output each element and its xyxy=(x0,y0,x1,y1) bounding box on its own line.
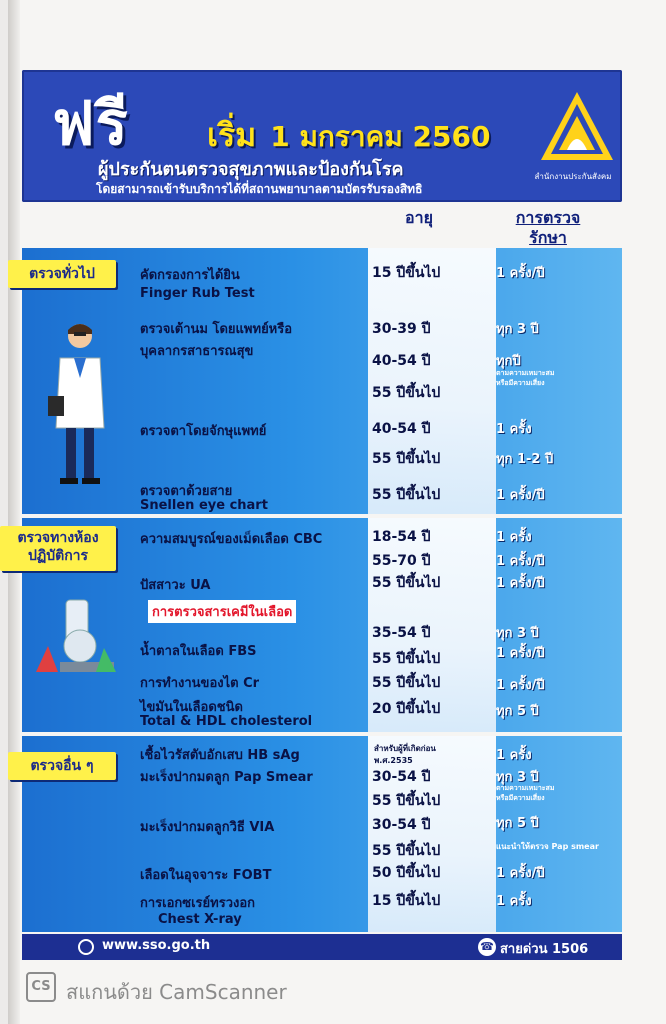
chem-subheading: การตรวจสารเคมีในเลือด xyxy=(148,600,296,623)
camscanner-logo-icon: CS xyxy=(26,972,56,1002)
age-column-panel xyxy=(368,248,496,514)
note-breast-2: หรือมีความเสี่ยง xyxy=(496,379,545,387)
age-ua: 55 ปีขึ้นไป xyxy=(372,575,441,591)
poster-footer xyxy=(22,934,622,960)
phone-icon: ☎ xyxy=(478,938,496,956)
start-word: เริ่ม xyxy=(207,116,257,154)
item-cr: การทำงานของไต Cr xyxy=(140,676,260,691)
age-eye-b: 55 ปีขึ้นไป xyxy=(372,451,441,467)
age-via-b: 55 ปีขึ้นไป xyxy=(372,843,441,859)
item-snellen-en: Snellen eye chart xyxy=(140,498,268,513)
freq-via-a: ทุก 5 ปี xyxy=(496,816,539,831)
age-fobt: 50 ปีขึ้นไป xyxy=(372,865,441,881)
age-cbc-a: 18-54 ปี xyxy=(372,529,431,545)
age-breast-c: 55 ปีขึ้นไป xyxy=(372,385,441,401)
item-xray-en: Chest X-ray xyxy=(158,912,242,927)
note-via: แนะนำให้ตรวจ Pap smear xyxy=(496,842,599,851)
age-hbsag-2: พ.ศ.2535 xyxy=(374,756,413,765)
camscanner-watermark: สแกนด้วย CamScanner xyxy=(66,980,287,1004)
age-xray: 15 ปีขึ้นไป xyxy=(372,893,441,909)
free-title: ฟรี xyxy=(52,89,129,159)
item-ua: ปัสสาวะ UA xyxy=(140,578,211,593)
freq-fbs-a: ทุก 3 ปี xyxy=(496,626,539,641)
column-header-check: การตรวจ xyxy=(515,208,581,227)
freq-cr: 1 ครั้ง/ปี xyxy=(496,678,545,693)
age-fbs-a: 35-54 ปี xyxy=(372,625,431,641)
page-binding-edge xyxy=(8,0,20,1024)
age-chol: 20 ปีขึ้นไป xyxy=(372,701,441,717)
note-pap-1: ตามความเหมาะสม xyxy=(496,784,555,792)
lab-equipment-illustration-icon xyxy=(30,592,124,678)
freq-chol: ทุก 5 ปี xyxy=(496,704,539,719)
freq-pap-a: ทุก 3 ปี xyxy=(496,770,539,785)
section-label-lab-line2: ปฏิบัติการ xyxy=(27,548,89,564)
column-header-treat: รักษา xyxy=(529,228,567,247)
column-header-age: อายุ xyxy=(405,208,433,227)
freq-fbs-b: 1 ครั้ง/ปี xyxy=(496,646,545,661)
hotline-number: สายด่วน 1506 xyxy=(500,942,589,957)
freq-breast-b: ทุกปี xyxy=(496,354,521,369)
item-hearing-en: Finger Rub Test xyxy=(140,286,255,301)
note-pap-2: หรือมีความเสี่ยง xyxy=(496,794,545,802)
globe-icon xyxy=(78,939,94,955)
age-hearing: 15 ปีขึ้นไป xyxy=(372,265,441,281)
section-label-general: ตรวจทั่วไป xyxy=(8,260,116,288)
item-chol: ไขมันในเลือดชนิด xyxy=(140,700,243,715)
item-via: มะเร็งปากมดลูกวิธี VIA xyxy=(140,820,275,835)
freq-ua: 1 ครั้ง/ปี xyxy=(496,576,545,591)
subline: โดยสามารถเข้ารับบริการได้ที่สถานพยาบาลตามบัตรรับรองสิทธิ xyxy=(96,182,423,196)
age-breast-a: 30-39 ปี xyxy=(372,321,431,337)
freq-snellen: 1 ครั้ง/ปี xyxy=(496,488,545,503)
website-link[interactable]: www.sso.go.th xyxy=(102,938,211,953)
item-breast-2: บุคลากรสาธารณสุข xyxy=(140,344,254,359)
item-fbs: น้ำตาลในเลือด FBS xyxy=(140,644,257,659)
age-eye-a: 40-54 ปี xyxy=(372,421,431,437)
age-hbsag-1: สำหรับผู้ที่เกิดก่อน xyxy=(374,744,436,753)
age-pap-a: 30-54 ปี xyxy=(372,769,431,785)
item-pap: มะเร็งปากมดลูก Pap Smear xyxy=(140,770,313,785)
item-breast: ตรวจเต้านม โดยแพทย์หรือ xyxy=(140,322,293,337)
freq-fobt: 1 ครั้ง/ปี xyxy=(496,866,545,881)
item-cbc: ความสมบูรณ์ของเม็ดเลือด CBC xyxy=(140,532,323,547)
item-hearing: คัดกรองการได้ยิน xyxy=(140,268,240,283)
freq-eye-a: 1 ครั้ง xyxy=(496,422,532,437)
age-snellen: 55 ปีขึ้นไป xyxy=(372,487,441,503)
item-chol-en: Total & HDL cholesterol xyxy=(140,714,313,729)
item-eye-doctor: ตรวจตาโดยจักษุแพทย์ xyxy=(140,424,267,439)
freq-hearing: 1 ครั้ง/ปี xyxy=(496,266,545,281)
freq-cbc-a: 1 ครั้ง xyxy=(496,530,532,545)
doctor-illustration-icon xyxy=(44,318,116,490)
section-label-lab-line1: ตรวจทางห้อง xyxy=(17,530,99,546)
note-breast-1: ตามความเหมาะสม xyxy=(496,369,555,377)
age-breast-b: 40-54 ปี xyxy=(372,353,431,369)
start-date: 1 มกราคม 2560 xyxy=(270,120,491,153)
poster-header xyxy=(22,70,622,202)
item-hbsag: เชื้อไวรัสตับอักเสบ HB sAg xyxy=(140,748,300,763)
age-via-a: 30-54 ปี xyxy=(372,817,431,833)
item-snellen: ตรวจตาด้วยสาย xyxy=(140,484,233,499)
age-cbc-b: 55-70 ปี xyxy=(372,553,431,569)
freq-cbc-b: 1 ครั้ง/ปี xyxy=(496,554,545,569)
freq-breast-a: ทุก 3 ปี xyxy=(496,322,539,337)
item-xray: การเอกซเรย์ทรวงอก xyxy=(140,896,256,911)
freq-eye-b: ทุก 1-2 ปี xyxy=(496,452,554,467)
age-cr: 55 ปีขึ้นไป xyxy=(372,675,441,691)
item-fobt: เลือดในอุจจาระ FOBT xyxy=(140,868,272,883)
age-fbs-b: 55 ปีขึ้นไป xyxy=(372,651,441,667)
logo-caption: สำนักงานประกันสังคม xyxy=(534,172,612,181)
age-pap-b: 55 ปีขึ้นไป xyxy=(372,793,441,809)
headline: ผู้ประกันตนตรวจสุขภาพและป้องกันโรค xyxy=(98,159,404,180)
section-label-other: ตรวจอื่น ๆ xyxy=(8,752,116,780)
freq-hbsag: 1 ครั้ง xyxy=(496,748,532,763)
section-label-lab xyxy=(0,526,116,571)
freq-xray: 1 ครั้ง xyxy=(496,894,532,909)
